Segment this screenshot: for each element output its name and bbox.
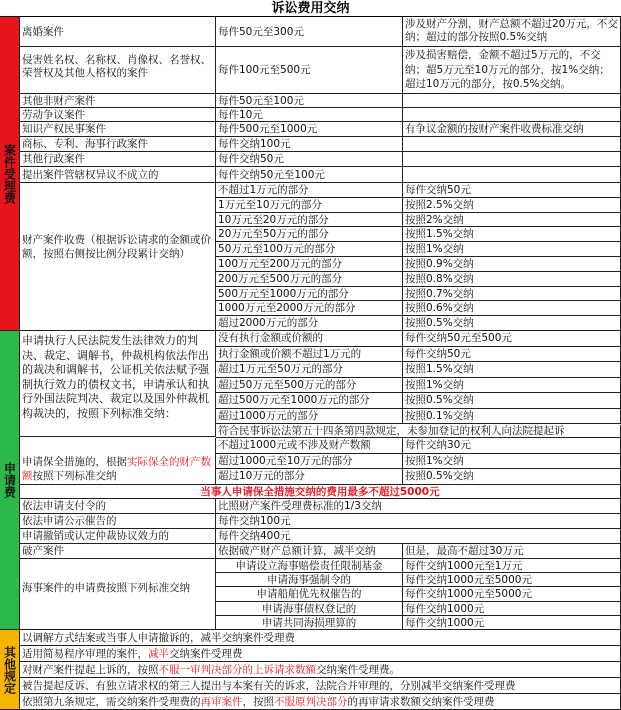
maritime-tier-rate: 每件交纳1000元至5000元 xyxy=(403,587,621,601)
section-case-fee xyxy=(0,17,20,331)
table-cell: 依法申请支付令的 xyxy=(20,499,216,514)
table-cell xyxy=(403,137,621,152)
preserve-tier-rate: 每件交纳30元 xyxy=(403,438,621,454)
table-cell: 每件交纳100元 xyxy=(216,137,403,152)
maritime-tier-rate: 每件交纳1000元至1万元 xyxy=(403,559,621,573)
exec-tier-range: 超过500万元至1000万元的部分 xyxy=(216,393,403,409)
table-cell: 劳动争议案件 xyxy=(20,108,216,122)
preserve-tier-rate: 按照1%交纳 xyxy=(403,454,621,470)
maritime-tier-range: 申请设立海事赔偿责任限制基金 xyxy=(216,559,403,573)
table-cell: 离婚案件 xyxy=(20,17,216,47)
table-cell: 其他非财产案件 xyxy=(20,94,216,108)
maritime-tier-rate: 每件交纳1000元至5000元 xyxy=(403,573,621,587)
other-row-5-red2: 不服原判决部分 xyxy=(274,696,348,708)
table-cell: 每件50元至100元 xyxy=(216,94,403,108)
property-tier-rate: 按照2.5%交纳 xyxy=(403,198,621,213)
table-cell: 每件500元至1000元 xyxy=(216,122,403,137)
property-tier-rate: 按照2%交纳 xyxy=(403,213,621,228)
maritime-tier-rate: 每件交纳1000元 xyxy=(403,602,621,616)
exec-tier-range: 超过1000万元的部分 xyxy=(216,409,403,425)
table-cell: 涉及财产分割，财产总额不超过20万元，不交纳；超过的部分按照0.5%交纳 xyxy=(403,17,621,47)
other-row-3-red: 不服一审判决部分的上诉请求数额 xyxy=(158,664,316,676)
section-case-fee-label: 案件受理费 xyxy=(2,143,17,204)
exec-tier-range: 超过50万元至500万元的部分 xyxy=(216,378,403,394)
table-cell: 知识产权民事案件 xyxy=(20,122,216,137)
exec-tier-rate: 按照0.1%交纳 xyxy=(403,409,621,425)
section-other xyxy=(0,630,20,710)
other-row-5 xyxy=(20,694,621,710)
section-app-fee xyxy=(0,331,20,630)
table-cell: 每件50元至300元 xyxy=(216,17,403,47)
maritime-tier-range: 申请海事强制令的 xyxy=(216,573,403,587)
maritime-tier-rate: 每件交纳1000元 xyxy=(403,616,621,630)
other-row-5-c: 的再审请求数额交纳案件受理费 xyxy=(347,696,495,708)
table-cell: 依据破产财产总额计算，减半交纳 xyxy=(216,544,403,559)
other-row-2-red: 减半 xyxy=(148,648,169,660)
other-row-2-b: 交纳案件受理费 xyxy=(169,648,243,660)
other-row-3 xyxy=(20,662,621,678)
property-tier-range: 20万元至50万元的部分 xyxy=(216,227,403,242)
other-row-1: 以调解方式结案或当事人申请撤诉的，减半交纳案件受理费 xyxy=(20,630,621,646)
table-cell xyxy=(403,108,621,122)
table-cell: 侵害姓名权、名称权、肖像权、名誉权、荣誉权及其他人格权的案件 xyxy=(20,47,216,94)
table-cell: 破产案件 xyxy=(20,544,216,559)
other-row-3-b: 交纳案件受理费。 xyxy=(316,664,400,676)
exec-tier-rate: 每件交纳50元至500元 xyxy=(403,331,621,347)
section-other-label: 其他规定 xyxy=(2,645,17,694)
property-tier-range: 50万元至100万元的部分 xyxy=(216,242,403,257)
property-tier-range: 100万元至200万元的部分 xyxy=(216,257,403,272)
table-cell: 每件交纳100元 xyxy=(216,514,621,529)
property-tier-rate: 按照0.6%交纳 xyxy=(403,301,621,316)
table-cell xyxy=(403,94,621,108)
maritime-tier-range: 申请船舶优先权催告的 xyxy=(216,587,403,601)
preserve-label-red: 实际保全的财产数额 xyxy=(22,456,211,482)
property-tier-range: 10万元至20万元的部分 xyxy=(216,213,403,228)
table-cell: 每件交纳400元 xyxy=(216,529,621,544)
table-cell: 其他行政案件 xyxy=(20,152,216,167)
preserve-label-b: 按照下列标准交纳 xyxy=(32,470,117,482)
property-tier-range: 200万元至500万元的部分 xyxy=(216,272,403,287)
other-row-5-red1: 再审案件 xyxy=(200,696,243,708)
preserve-label-a: 申请保全措施的，根据 xyxy=(22,456,127,468)
maritime-tier-range: 申请海事债权登记的 xyxy=(216,602,403,616)
property-tier-range: 500万元至1000万元的部分 xyxy=(216,287,403,302)
table-cell: 比照财产案件受理费标准的1/3交纳 xyxy=(216,499,621,514)
exec-tier-range: 执行金额或价额不超过1万元的 xyxy=(216,347,403,363)
table-cell: 商标、专利、海事行政案件 xyxy=(20,137,216,152)
table-cell: 有争议金额的按财产案件收费标准交纳 xyxy=(403,122,621,137)
other-row-4: 被告提起反诉、有独立请求权的第三人提出与本案有关的诉求，法院合并审理的，分别减半交纳案件受理费 xyxy=(20,678,621,694)
table-cell xyxy=(403,152,621,167)
table-cell: 申请撤销或认定仲裁协议效力的 xyxy=(20,529,216,544)
maritime-label: 海事案件的申请费按照下列标准交纳 xyxy=(20,559,216,630)
property-tier-range: 不超过1万元的部分 xyxy=(216,183,403,198)
exec-label: 申请执行人民法院发生法律效力的判决、裁定、调解书，仲裁机构依法作出的裁决和调解书，公证机关依法赋予强制执行效力的债权文书，申请承认和执行外国法院判决、裁定以及国外仲裁机构裁决的，按照下列标准交纳： xyxy=(20,331,216,437)
property-tier-rate: 按照1%交纳 xyxy=(403,242,621,257)
property-tier-rate: 每件交纳50元 xyxy=(403,183,621,198)
exec-tier-range: 超过1万元至50万元的部分 xyxy=(216,362,403,378)
preserve-label xyxy=(20,438,216,485)
other-row-5-a: 依照第九条规定，需交纳案件受理费的 xyxy=(22,696,201,708)
other-row-3-a: 对财产案件提起上诉的，按照 xyxy=(22,664,159,676)
exec-tier-rate: 按照1%交纳 xyxy=(403,378,621,394)
table-cell: 每件100元至500元 xyxy=(216,47,403,94)
table-cell: 每件交纳50元 xyxy=(216,152,403,167)
property-tier-rate: 按照0.9%交纳 xyxy=(403,257,621,272)
other-row-2 xyxy=(20,646,621,662)
preserve-tier-rate: 按照0.5%交纳 xyxy=(403,469,621,485)
property-tier-rate: 按照0.7%交纳 xyxy=(403,287,621,302)
property-label: 财产案件收费（根据诉讼请求的金额或价额，按照右侧按比例分段累计交纳） xyxy=(20,183,216,331)
property-tier-rate: 按照1.5%交纳 xyxy=(403,227,621,242)
exec-tier-rate: 按照0.5%交纳 xyxy=(403,393,621,409)
property-tier-rate: 按照0.5%交纳 xyxy=(403,316,621,331)
table-cell: 但是，最高不超过30万元 xyxy=(403,544,621,559)
property-tier-range: 1万元至10万元的部分 xyxy=(216,198,403,213)
table-title: 诉讼费用交纳 xyxy=(0,0,621,17)
preserve-cap: 当事人申请保全措施交纳的费用最多不超过5000元 xyxy=(20,485,621,499)
exec-tier-rate: 按照1.5%交纳 xyxy=(403,362,621,378)
property-tier-rate: 按照0.8%交纳 xyxy=(403,272,621,287)
preserve-tier-range: 超过10万元的部分 xyxy=(216,469,403,485)
property-tier-range: 1000万元至2000万元的部分 xyxy=(216,301,403,316)
table-cell: 每件10元 xyxy=(216,108,403,122)
exec-tier-rate: 每件交纳50元 xyxy=(403,347,621,363)
other-row-2-a: 适用简易程序审理的案件， xyxy=(22,648,148,660)
other-row-5-b: ，按照 xyxy=(242,696,274,708)
preserve-tier-range: 不超过1000元或不涉及财产数额 xyxy=(216,438,403,454)
table-cell: 每件交纳50元至100元 xyxy=(216,167,403,183)
table-cell xyxy=(403,167,621,183)
table-cell: 依法申请公示催告的 xyxy=(20,514,216,529)
section-app-fee-label: 申请费 xyxy=(2,462,17,498)
table-cell: 涉及损害赔偿，金额不超过5万元的，不交纳；超5万元至10万元的部分，按1%交纳；超过10万元的部分，按0.5%交纳。 xyxy=(403,47,621,94)
table-cell: 提出案件管辖权异议不成立的 xyxy=(20,167,216,183)
maritime-tier-range: 申请共同海损理算的 xyxy=(216,616,403,630)
exec-tier-range: 没有执行金额或价额的 xyxy=(216,331,403,347)
exec-note: 符合民事诉讼法第五十四条第四款规定，未参加登记的权利人向法院提起诉 xyxy=(216,425,621,438)
preserve-tier-range: 超过1000元至10万元的部分 xyxy=(216,454,403,470)
property-tier-range: 超过2000万元的部分 xyxy=(216,316,403,331)
